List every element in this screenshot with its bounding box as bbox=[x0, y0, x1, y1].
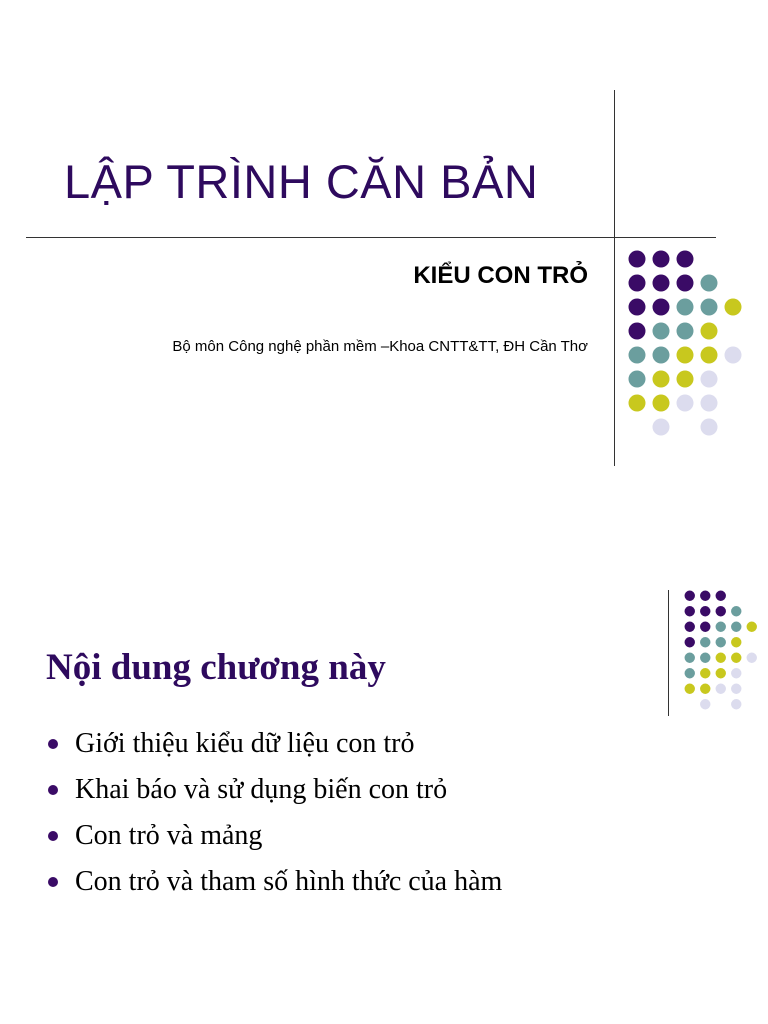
decorative-dot bbox=[685, 622, 695, 632]
decorative-dot bbox=[629, 299, 646, 316]
decorative-dot bbox=[747, 653, 757, 663]
decorative-dot bbox=[629, 251, 646, 268]
dot-pattern-decoration bbox=[682, 588, 762, 712]
bullet-icon bbox=[48, 785, 58, 795]
dot-pattern-decoration bbox=[625, 247, 745, 439]
decorative-dot bbox=[685, 653, 695, 663]
decorative-dot bbox=[685, 684, 695, 694]
decorative-dot bbox=[716, 622, 726, 632]
decorative-dot bbox=[629, 371, 646, 388]
decorative-dot bbox=[731, 622, 741, 632]
decorative-dot bbox=[731, 653, 741, 663]
decorative-dot bbox=[629, 275, 646, 292]
decorative-dot bbox=[700, 637, 710, 647]
list-item bbox=[46, 726, 502, 772]
decorative-dot bbox=[716, 606, 726, 616]
decorative-dot bbox=[685, 637, 695, 647]
decorative-dot bbox=[716, 668, 726, 678]
horizontal-divider bbox=[26, 237, 716, 238]
list-item-text: Khai báo và sử dụng biến con trỏ bbox=[75, 774, 448, 805]
decorative-dot bbox=[701, 323, 718, 340]
decorative-dot bbox=[701, 275, 718, 292]
decorative-dot bbox=[731, 668, 741, 678]
decorative-dot bbox=[685, 606, 695, 616]
decorative-dot bbox=[685, 668, 695, 678]
vertical-divider bbox=[668, 590, 669, 716]
decorative-dot bbox=[701, 347, 718, 364]
decorative-dot bbox=[700, 591, 710, 601]
decorative-dot bbox=[653, 275, 670, 292]
list-item-text: Con trỏ và mảng bbox=[75, 820, 263, 851]
contents-slide bbox=[0, 512, 768, 1024]
decorative-dot bbox=[700, 699, 710, 709]
decorative-dot bbox=[653, 299, 670, 316]
decorative-dot bbox=[653, 371, 670, 388]
decorative-dot bbox=[629, 395, 646, 412]
decorative-dot bbox=[653, 251, 670, 268]
decorative-dot bbox=[731, 637, 741, 647]
decorative-dot bbox=[701, 395, 718, 412]
decorative-dot bbox=[716, 591, 726, 601]
decorative-dot bbox=[677, 395, 694, 412]
decorative-dot bbox=[677, 323, 694, 340]
bullet-icon bbox=[48, 877, 58, 887]
department-text: Bộ môn Công nghệ phần mềm –Khoa CNTT&TT, ĐH Cần Thơ bbox=[172, 338, 588, 355]
decorative-dot bbox=[731, 684, 741, 694]
decorative-dot bbox=[653, 323, 670, 340]
bullet-icon bbox=[48, 831, 58, 841]
decorative-dot bbox=[716, 684, 726, 694]
decorative-dot bbox=[701, 299, 718, 316]
slide-subtitle: KIỂU CON TRỎ bbox=[413, 262, 588, 289]
decorative-dot bbox=[700, 606, 710, 616]
bullet-icon bbox=[48, 739, 58, 749]
decorative-dot bbox=[731, 606, 741, 616]
dot-pattern-graphic bbox=[682, 588, 762, 712]
decorative-dot bbox=[731, 699, 741, 709]
list-item bbox=[46, 772, 502, 818]
decorative-dot bbox=[725, 299, 742, 316]
decorative-dot bbox=[701, 419, 718, 436]
decorative-dot bbox=[700, 622, 710, 632]
decorative-dot bbox=[725, 347, 742, 364]
decorative-dot bbox=[700, 668, 710, 678]
decorative-dot bbox=[716, 653, 726, 663]
decorative-dot bbox=[629, 323, 646, 340]
contents-list bbox=[46, 726, 502, 910]
decorative-dot bbox=[677, 251, 694, 268]
decorative-dot bbox=[677, 275, 694, 292]
decorative-dot bbox=[677, 299, 694, 316]
decorative-dot bbox=[700, 684, 710, 694]
list-item-text: Con trỏ và tham số hình thức của hàm bbox=[75, 866, 503, 897]
decorative-dot bbox=[629, 347, 646, 364]
decorative-dot bbox=[677, 347, 694, 364]
list-item bbox=[46, 818, 502, 864]
decorative-dot bbox=[716, 637, 726, 647]
decorative-dot bbox=[653, 395, 670, 412]
contents-heading: Nội dung chương này bbox=[46, 647, 386, 688]
decorative-dot bbox=[653, 347, 670, 364]
decorative-dot bbox=[677, 371, 694, 388]
decorative-dot bbox=[700, 653, 710, 663]
decorative-dot bbox=[747, 622, 757, 632]
list-item-text: Giới thiệu kiểu dữ liệu con trỏ bbox=[75, 728, 415, 759]
decorative-dot bbox=[653, 419, 670, 436]
decorative-dot bbox=[685, 591, 695, 601]
vertical-divider bbox=[614, 90, 615, 466]
slide-title: LẬP TRÌNH CĂN BẢN bbox=[64, 155, 539, 208]
dot-pattern-graphic bbox=[625, 247, 745, 439]
decorative-dot bbox=[701, 371, 718, 388]
list-item bbox=[46, 864, 502, 910]
